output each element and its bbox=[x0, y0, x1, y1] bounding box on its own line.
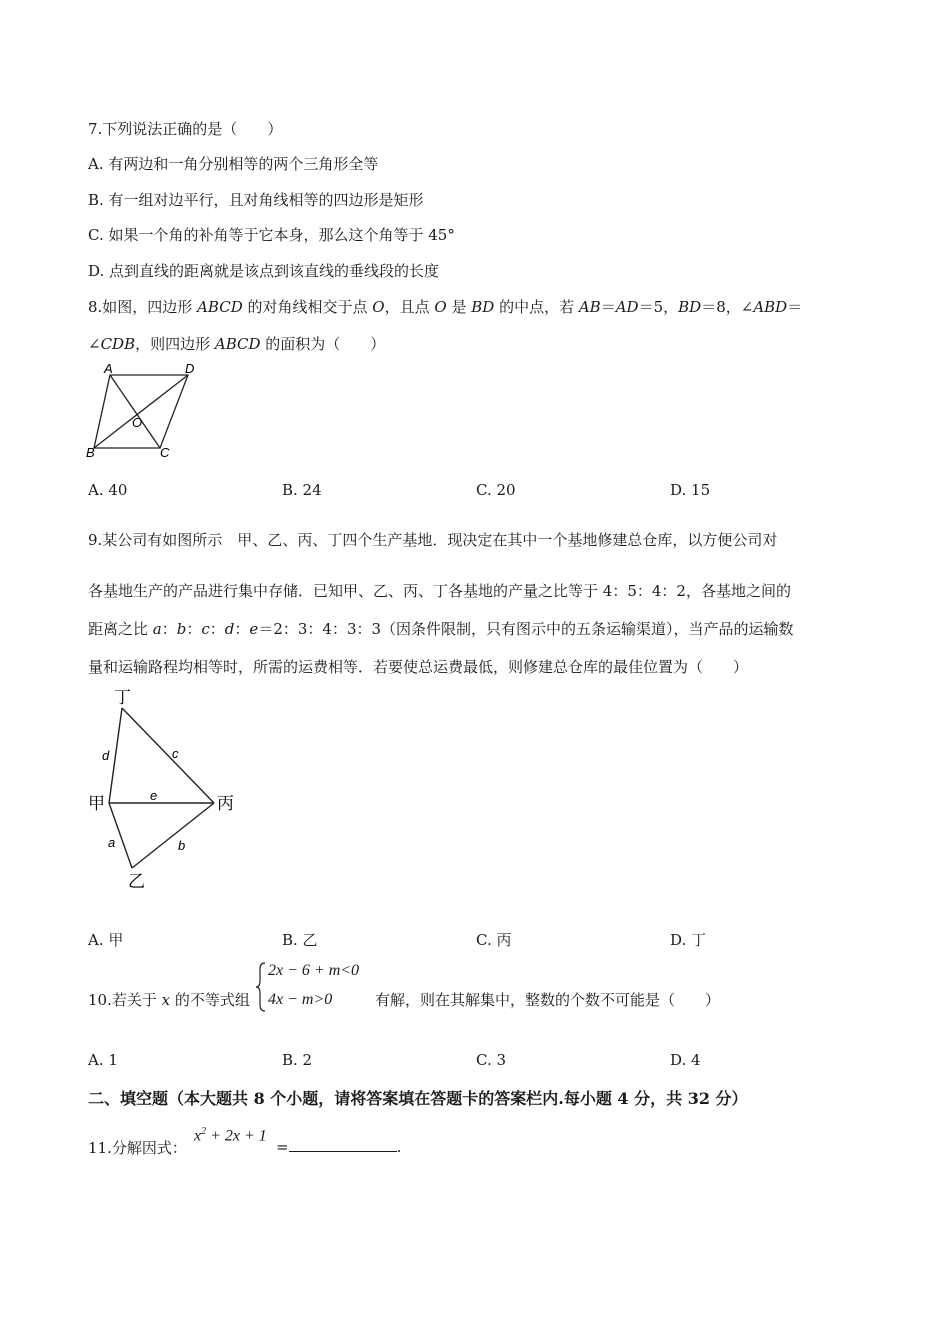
q8-label-o: O bbox=[132, 415, 143, 430]
q10-inequality-1: 2x − 6 + m<0 bbox=[268, 962, 360, 979]
q9-stem-line2: 各基地生产的产品进行集中存储．已知甲、乙、丙、丁各基地的产量之比等于 4：5：4：2，各基地之间的 bbox=[88, 582, 791, 600]
q9-label-e: e bbox=[150, 788, 158, 803]
q9-option-b: B. 乙 bbox=[282, 931, 318, 949]
q11-expression: $x^2 + 2x + 1$ bbox=[194, 1126, 267, 1145]
q9-edge-d bbox=[109, 708, 122, 803]
q9-option-c: C. 丙 bbox=[476, 931, 512, 949]
q8-option-d: D. 15 bbox=[670, 481, 711, 499]
q7-option-d: D. 点到直线的距离就是该点到该直线的垂线段的长度 bbox=[88, 262, 440, 280]
q9-label-bing: 丙 bbox=[217, 794, 234, 814]
q9-label-ding: 丁 bbox=[114, 688, 131, 708]
q9-bases-figure bbox=[84, 685, 244, 890]
q11-label: 11.分解因式： bbox=[88, 1139, 187, 1157]
q8-label-a: A bbox=[104, 361, 113, 376]
q8-diagonal-ac bbox=[110, 375, 160, 448]
q8-option-b: B. 24 bbox=[282, 481, 322, 499]
q9-edge-b bbox=[132, 803, 214, 868]
q8-stem-line1: 8.如图，四边形 ABCD 的对角线相交于点 O，且点 O 是 BD 的中点，若 AB＝AD＝5，BD＝8，∠ABD＝ bbox=[88, 298, 803, 316]
q8-label-b: B bbox=[86, 445, 95, 460]
q7-option-a: A. 有两边和一角分别相等的两个三角形全等 bbox=[88, 155, 379, 173]
q9-label-c: c bbox=[172, 746, 179, 761]
q9-label-yi: 乙 bbox=[128, 872, 145, 890]
q10-option-b: B. 2 bbox=[282, 1051, 313, 1069]
q9-label-d: d bbox=[102, 748, 110, 763]
q8-stem-line2: ∠CDB，则四边形 ABCD 的面积为（ ） bbox=[88, 335, 386, 353]
section2-heading: 二、填空题（本大题共 8 个小题，请将答案填在答题卡的答案栏内.每小题 4 分，共 32 分） bbox=[88, 1089, 748, 1108]
q9-label-b: b bbox=[178, 838, 186, 853]
q7-stem: 7.下列说法正确的是（ ） bbox=[88, 120, 283, 138]
q9-label-a: a bbox=[108, 835, 116, 850]
q7-option-b: B. 有一组对边平行，且对角线相等的四边形是矩形 bbox=[88, 191, 424, 209]
q9-edge-c bbox=[122, 708, 214, 803]
q9-label-jia: 甲 bbox=[88, 794, 105, 814]
q8-option-a: A. 40 bbox=[88, 481, 128, 499]
q10-option-d: D. 4 bbox=[670, 1051, 701, 1069]
q10-option-a: A. 1 bbox=[88, 1051, 118, 1069]
q9-option-d: D. 丁 bbox=[670, 931, 707, 949]
q9-stem-line1: 9.某公司有如图所示 甲、乙、丙、丁四个生产基地．现决定在其中一个基地修建总仓库，以方便公司对 bbox=[88, 531, 778, 549]
q8-label-d: D bbox=[185, 361, 195, 376]
q7-option-c: C. 如果一个角的补角等于它本身，那么这个角等于 45° bbox=[88, 226, 455, 244]
q8-label-c: C bbox=[160, 445, 170, 460]
q9-stem-line3: 距离之比 a：b：c：d：e＝2：3：4：3：3（因条件限制，只有图示中的五条运输渠道），当产品的运输数 bbox=[88, 620, 794, 638]
q10-stem-suffix: 有解，则在其解集中，整数的个数不可能是（ ） bbox=[375, 991, 721, 1009]
q8-option-c: C. 20 bbox=[476, 481, 516, 499]
q9-stem-line4: 量和运输路程均相等时，所需的运费相等．若要使总运费最低，则修建总仓库的最佳位置为（ ） bbox=[88, 658, 749, 676]
q11-answer-blank[interactable] bbox=[289, 1137, 397, 1152]
q10-inequality-2: 4x − m>0 bbox=[268, 991, 333, 1008]
q11-answer-line: = . bbox=[276, 1138, 402, 1156]
q10-brace-icon bbox=[255, 961, 267, 1013]
q10-stem-prefix: 10.若关于 x 的不等式组 bbox=[88, 991, 250, 1009]
q8-parallelogram-figure bbox=[80, 360, 210, 465]
q10-option-c: C. 3 bbox=[476, 1051, 507, 1069]
q9-option-a: A. 甲 bbox=[88, 931, 124, 949]
